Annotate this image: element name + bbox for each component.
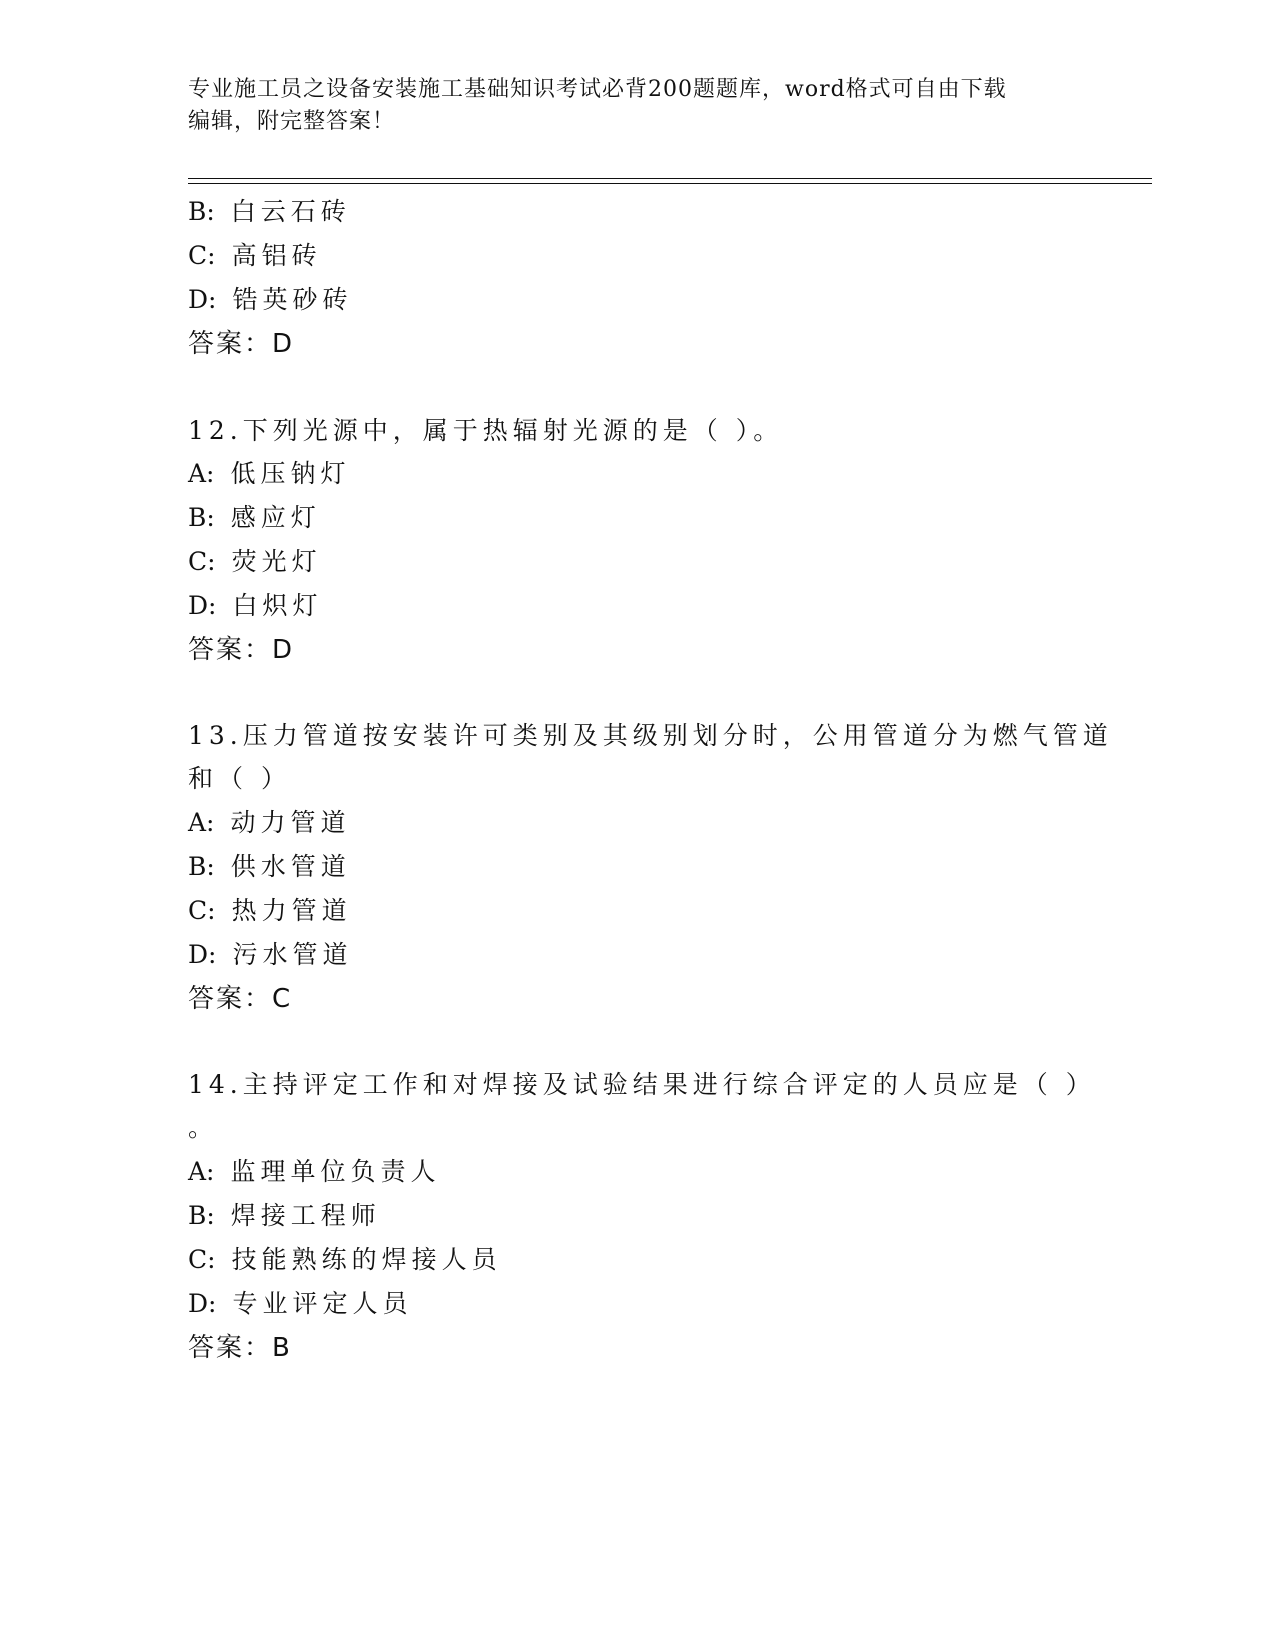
option-text: 荧光灯	[231, 547, 322, 576]
q13-option-b	[188, 847, 351, 883]
option-letter: B:	[188, 197, 215, 226]
option-text: 锆英砂砖	[232, 285, 353, 314]
option-letter: B:	[188, 1201, 215, 1230]
q11-option-b	[188, 192, 351, 228]
option-text: 热力管道	[231, 896, 352, 925]
header-divider-top	[188, 178, 1152, 179]
option-text: 供水管道	[230, 852, 351, 881]
option-text: 焊接工程师	[230, 1201, 381, 1230]
option-text: 动力管道	[230, 808, 351, 837]
q14-option-d	[188, 1284, 412, 1320]
q11-answer: 答案：D	[188, 329, 295, 359]
q14-answer: 答案：B	[188, 1333, 292, 1363]
option-letter: C:	[188, 896, 216, 925]
option-text: 技能熟练的焊接人员	[231, 1245, 502, 1274]
q14-question-line-1: 14.主持评定工作和对焊接及试验结果进行综合评定的人员应是（ ）	[188, 1070, 1096, 1099]
option-letter: A:	[188, 1157, 215, 1186]
q12-option-b	[188, 498, 321, 534]
option-letter: C:	[188, 1245, 216, 1274]
option-text: 高铝砖	[231, 241, 322, 270]
option-text: 感应灯	[230, 503, 321, 532]
q11-option-c	[188, 236, 322, 272]
q12-option-c	[188, 542, 322, 578]
q13-question-line-2: 和（ ）	[188, 764, 291, 793]
option-text: 白云石砖	[230, 197, 351, 226]
q14-option-c	[188, 1240, 502, 1276]
q12-question: 12.下列光源中，属于热辐射光源的是（ ）。	[188, 416, 784, 445]
option-letter: D:	[188, 285, 217, 314]
header-line-1: 专业施工员之设备安装施工基础知识考试必背200题题库，word格式可自由下载	[188, 77, 1007, 102]
q12-answer: 答案：D	[188, 635, 295, 665]
q14-option-b	[188, 1196, 381, 1232]
q14-option-a	[188, 1152, 441, 1188]
option-letter: D:	[188, 1289, 217, 1318]
option-text: 污水管道	[232, 940, 353, 969]
q13-answer: 答案：C	[188, 984, 293, 1014]
option-text: 监理单位负责人	[230, 1157, 441, 1186]
option-letter: C:	[188, 547, 216, 576]
option-letter: C:	[188, 241, 216, 270]
option-letter: B:	[188, 503, 215, 532]
option-letter: D:	[188, 940, 217, 969]
option-letter: A:	[188, 808, 215, 837]
q13-option-a	[188, 803, 351, 839]
option-letter: B:	[188, 852, 215, 881]
q13-question-line-1: 13.压力管道按安装许可类别及其级别划分时，公用管道分为燃气管道	[188, 721, 1113, 750]
option-letter: A:	[188, 459, 215, 488]
header-divider-bottom	[188, 183, 1152, 184]
q13-option-d	[188, 935, 352, 971]
q13-option-c	[188, 891, 352, 927]
document-header	[188, 74, 1088, 138]
q11-option-d	[188, 280, 352, 316]
option-text: 专业评定人员	[232, 1289, 413, 1318]
q12-option-a	[188, 454, 351, 490]
option-letter: D:	[188, 591, 217, 620]
q12-option-d	[188, 586, 322, 622]
option-text: 白炽灯	[232, 591, 323, 620]
q14-question-line-2: 。	[188, 1113, 219, 1142]
option-text: 低压钠灯	[230, 459, 351, 488]
header-line-2: 编辑，附完整答案！	[188, 109, 396, 134]
